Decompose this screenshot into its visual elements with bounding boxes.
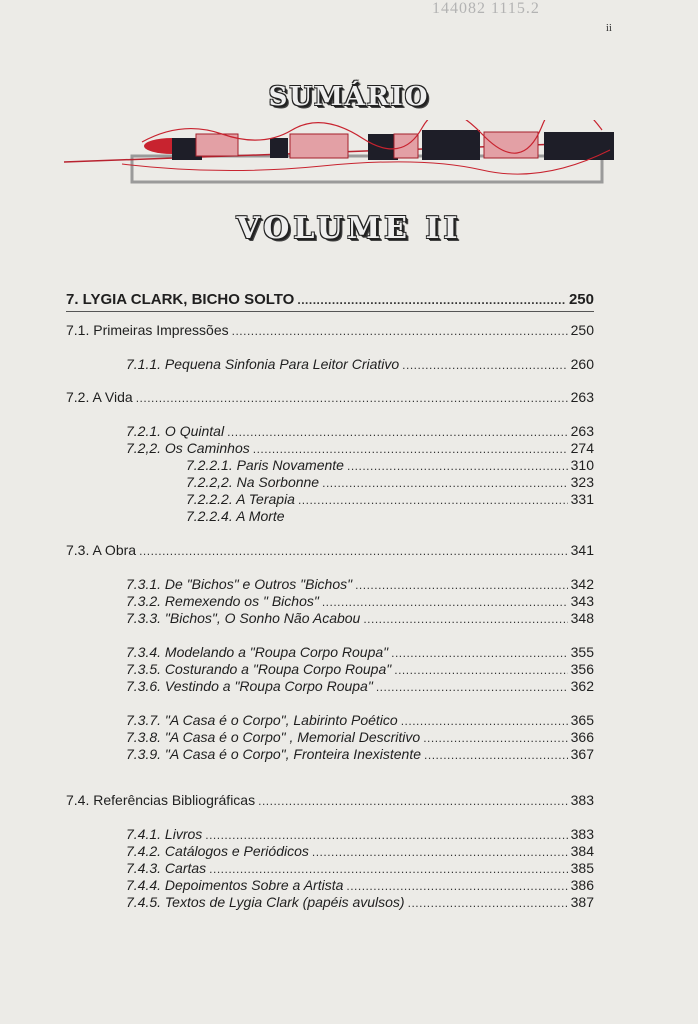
toc-entry-label: 7.4. Referências Bibliográficas <box>66 792 256 808</box>
decorative-banner <box>62 120 618 186</box>
toc-entry[interactable] <box>126 661 594 679</box>
page-number: ii <box>605 22 612 34</box>
toc-entry[interactable] <box>66 542 594 560</box>
toc-entry-label: 7.3.1. De "Bichos" e Outros "Bichos" <box>126 576 353 592</box>
toc-entry-label: 7.1. Primeiras Impressões <box>66 322 229 338</box>
divider <box>66 311 594 312</box>
leader-dots <box>253 441 568 458</box>
leader-dots <box>322 475 568 492</box>
toc-entry-page: 274 <box>570 440 594 456</box>
toc-entry-page: 263 <box>570 389 594 405</box>
toc-entry-label: 7.3. A Obra <box>66 542 137 558</box>
toc-entry-page: 260 <box>570 356 594 372</box>
leader-dots <box>298 492 568 509</box>
toc-entry[interactable] <box>126 729 594 747</box>
leader-dots <box>401 713 568 730</box>
page-title: SUMÁRIO <box>268 82 430 112</box>
toc-entry-label: 7.2,2. Os Caminhos <box>126 440 250 456</box>
toc-entry-label: 7.2.2.4. A Morte <box>186 508 285 524</box>
leader-dots <box>209 861 567 878</box>
toc-entry-label: 7.3.8. "A Casa é o Corpo" , Memorial Descritivo <box>126 729 421 745</box>
toc-entry-page: 342 <box>570 576 594 592</box>
toc-entry-page: 250 <box>570 322 594 338</box>
toc-entry-label: 7.3.7. "A Casa é o Corpo", Labirinto Poético <box>126 712 398 728</box>
volume-title: VOLUME II <box>236 211 462 246</box>
leader-dots <box>424 747 568 764</box>
toc-entry-page: 367 <box>570 746 594 762</box>
toc-entry[interactable] <box>66 322 594 340</box>
toc-entry[interactable] <box>186 474 594 492</box>
leader-dots <box>139 543 568 560</box>
toc-entry-label: 7.2.2,2. Na Sorbonne <box>186 474 320 490</box>
leader-dots <box>394 662 567 679</box>
leader-dots <box>258 793 568 810</box>
toc-entry-label: 7.3.6. Vestindo a "Roupa Corpo Roupa" <box>126 678 373 694</box>
toc-entry-label: 7.3.5. Costurando a "Roupa Corpo Roupa" <box>126 661 392 677</box>
toc-entry[interactable] <box>126 826 594 844</box>
leader-dots <box>402 357 567 374</box>
leader-dots <box>232 323 568 340</box>
toc-entry-page: 323 <box>570 474 594 490</box>
toc-entry-label: 7.4.4. Depoimentos Sobre a Artista <box>126 877 344 893</box>
toc-entry[interactable] <box>126 843 594 861</box>
toc-entry-label: 7.4.3. Cartas <box>126 860 207 876</box>
toc-entry-page: 366 <box>570 729 594 745</box>
toc-entry-page: 263 <box>570 423 594 439</box>
toc-entry[interactable] <box>126 678 594 696</box>
toc-entry-label: 7.3.9. "A Casa é o Corpo", Fronteira Inexistente <box>126 746 422 762</box>
toc-entry-label: 7.2.2.2. A Terapia <box>186 491 295 507</box>
leader-dots <box>227 424 568 441</box>
toc-entry-page: 387 <box>570 894 594 910</box>
toc-entry-page: 384 <box>570 843 594 859</box>
toc-entry-label: 7.3.2. Remexendo os " Bichos" <box>126 593 319 609</box>
toc-entry[interactable] <box>126 894 594 912</box>
leader-dots <box>347 458 568 475</box>
toc-entry-page: 355 <box>570 644 594 660</box>
leader-dots <box>136 390 568 407</box>
leader-dots <box>376 679 568 696</box>
leader-dots <box>346 878 567 895</box>
toc-entry-page: 365 <box>570 712 594 728</box>
toc-entry-label: 7.4.5. Textos de Lygia Clark (papéis avulsos) <box>126 894 405 910</box>
leader-dots <box>423 730 567 747</box>
leader-dots <box>205 827 567 844</box>
toc-entry[interactable] <box>126 440 594 458</box>
toc-entry[interactable] <box>66 389 594 407</box>
toc-entry-page: 331 <box>570 491 594 507</box>
toc-entry-chapter-7[interactable] <box>66 291 594 309</box>
toc-entry-page: 386 <box>570 877 594 893</box>
toc-entry-label: 7.2.2.1. Paris Novamente <box>186 457 344 473</box>
pencil-annotation: 144082 1115.2 <box>432 0 540 17</box>
toc-entry-page: 348 <box>570 610 594 626</box>
leader-dots <box>363 611 567 628</box>
toc-entry[interactable] <box>126 610 594 628</box>
toc-entry-label: 7.4.1. Livros <box>126 826 203 842</box>
toc-entry[interactable] <box>126 356 594 374</box>
toc-entry-page: 356 <box>570 661 594 677</box>
toc-entry[interactable] <box>126 712 594 730</box>
toc-entry-label: 7.2. A Vida <box>66 389 133 405</box>
toc-entry[interactable] <box>186 457 594 475</box>
toc-entry-page: 385 <box>570 860 594 876</box>
toc-entry[interactable] <box>186 508 594 526</box>
toc-entry-page: 383 <box>570 826 594 842</box>
toc-entry[interactable] <box>126 576 594 594</box>
toc-entry-page: 362 <box>570 678 594 694</box>
toc-entry[interactable] <box>186 491 594 509</box>
toc-entry[interactable] <box>126 593 594 611</box>
toc-entry-page: 341 <box>570 542 594 558</box>
toc-entry-label: 7.3.4. Modelando a "Roupa Corpo Roupa" <box>126 644 389 660</box>
toc-entry-page: 343 <box>570 593 594 609</box>
leader-dots <box>355 577 568 594</box>
toc-entry[interactable] <box>126 877 594 895</box>
toc-entry[interactable] <box>126 860 594 878</box>
toc-entry-label: 7.1.1. Pequena Sinfonia Para Leitor Criativo <box>126 356 400 372</box>
toc-entry-label: 7.4.2. Catálogos e Periódicos <box>126 843 309 859</box>
leader-dots <box>312 844 568 861</box>
toc-entry-label: 7.3.3. "Bichos", O Sonho Não Acabou <box>126 610 361 626</box>
toc-entry-label: 7.2.1. O Quintal <box>126 423 225 439</box>
toc-entry[interactable] <box>66 792 594 810</box>
toc-entry-label: 7. LYGIA CLARK, BICHO SOLTO <box>66 291 295 308</box>
leader-dots <box>297 292 566 309</box>
toc-entry-page: 383 <box>570 792 594 808</box>
leader-dots <box>322 594 568 611</box>
toc-entry[interactable] <box>126 644 594 662</box>
leader-dots <box>408 895 568 912</box>
leader-dots <box>391 645 568 662</box>
toc-entry[interactable] <box>126 746 594 764</box>
toc-entry[interactable] <box>126 423 594 441</box>
toc-entry-page: 310 <box>570 457 594 473</box>
toc-entry-page: 250 <box>568 291 594 308</box>
